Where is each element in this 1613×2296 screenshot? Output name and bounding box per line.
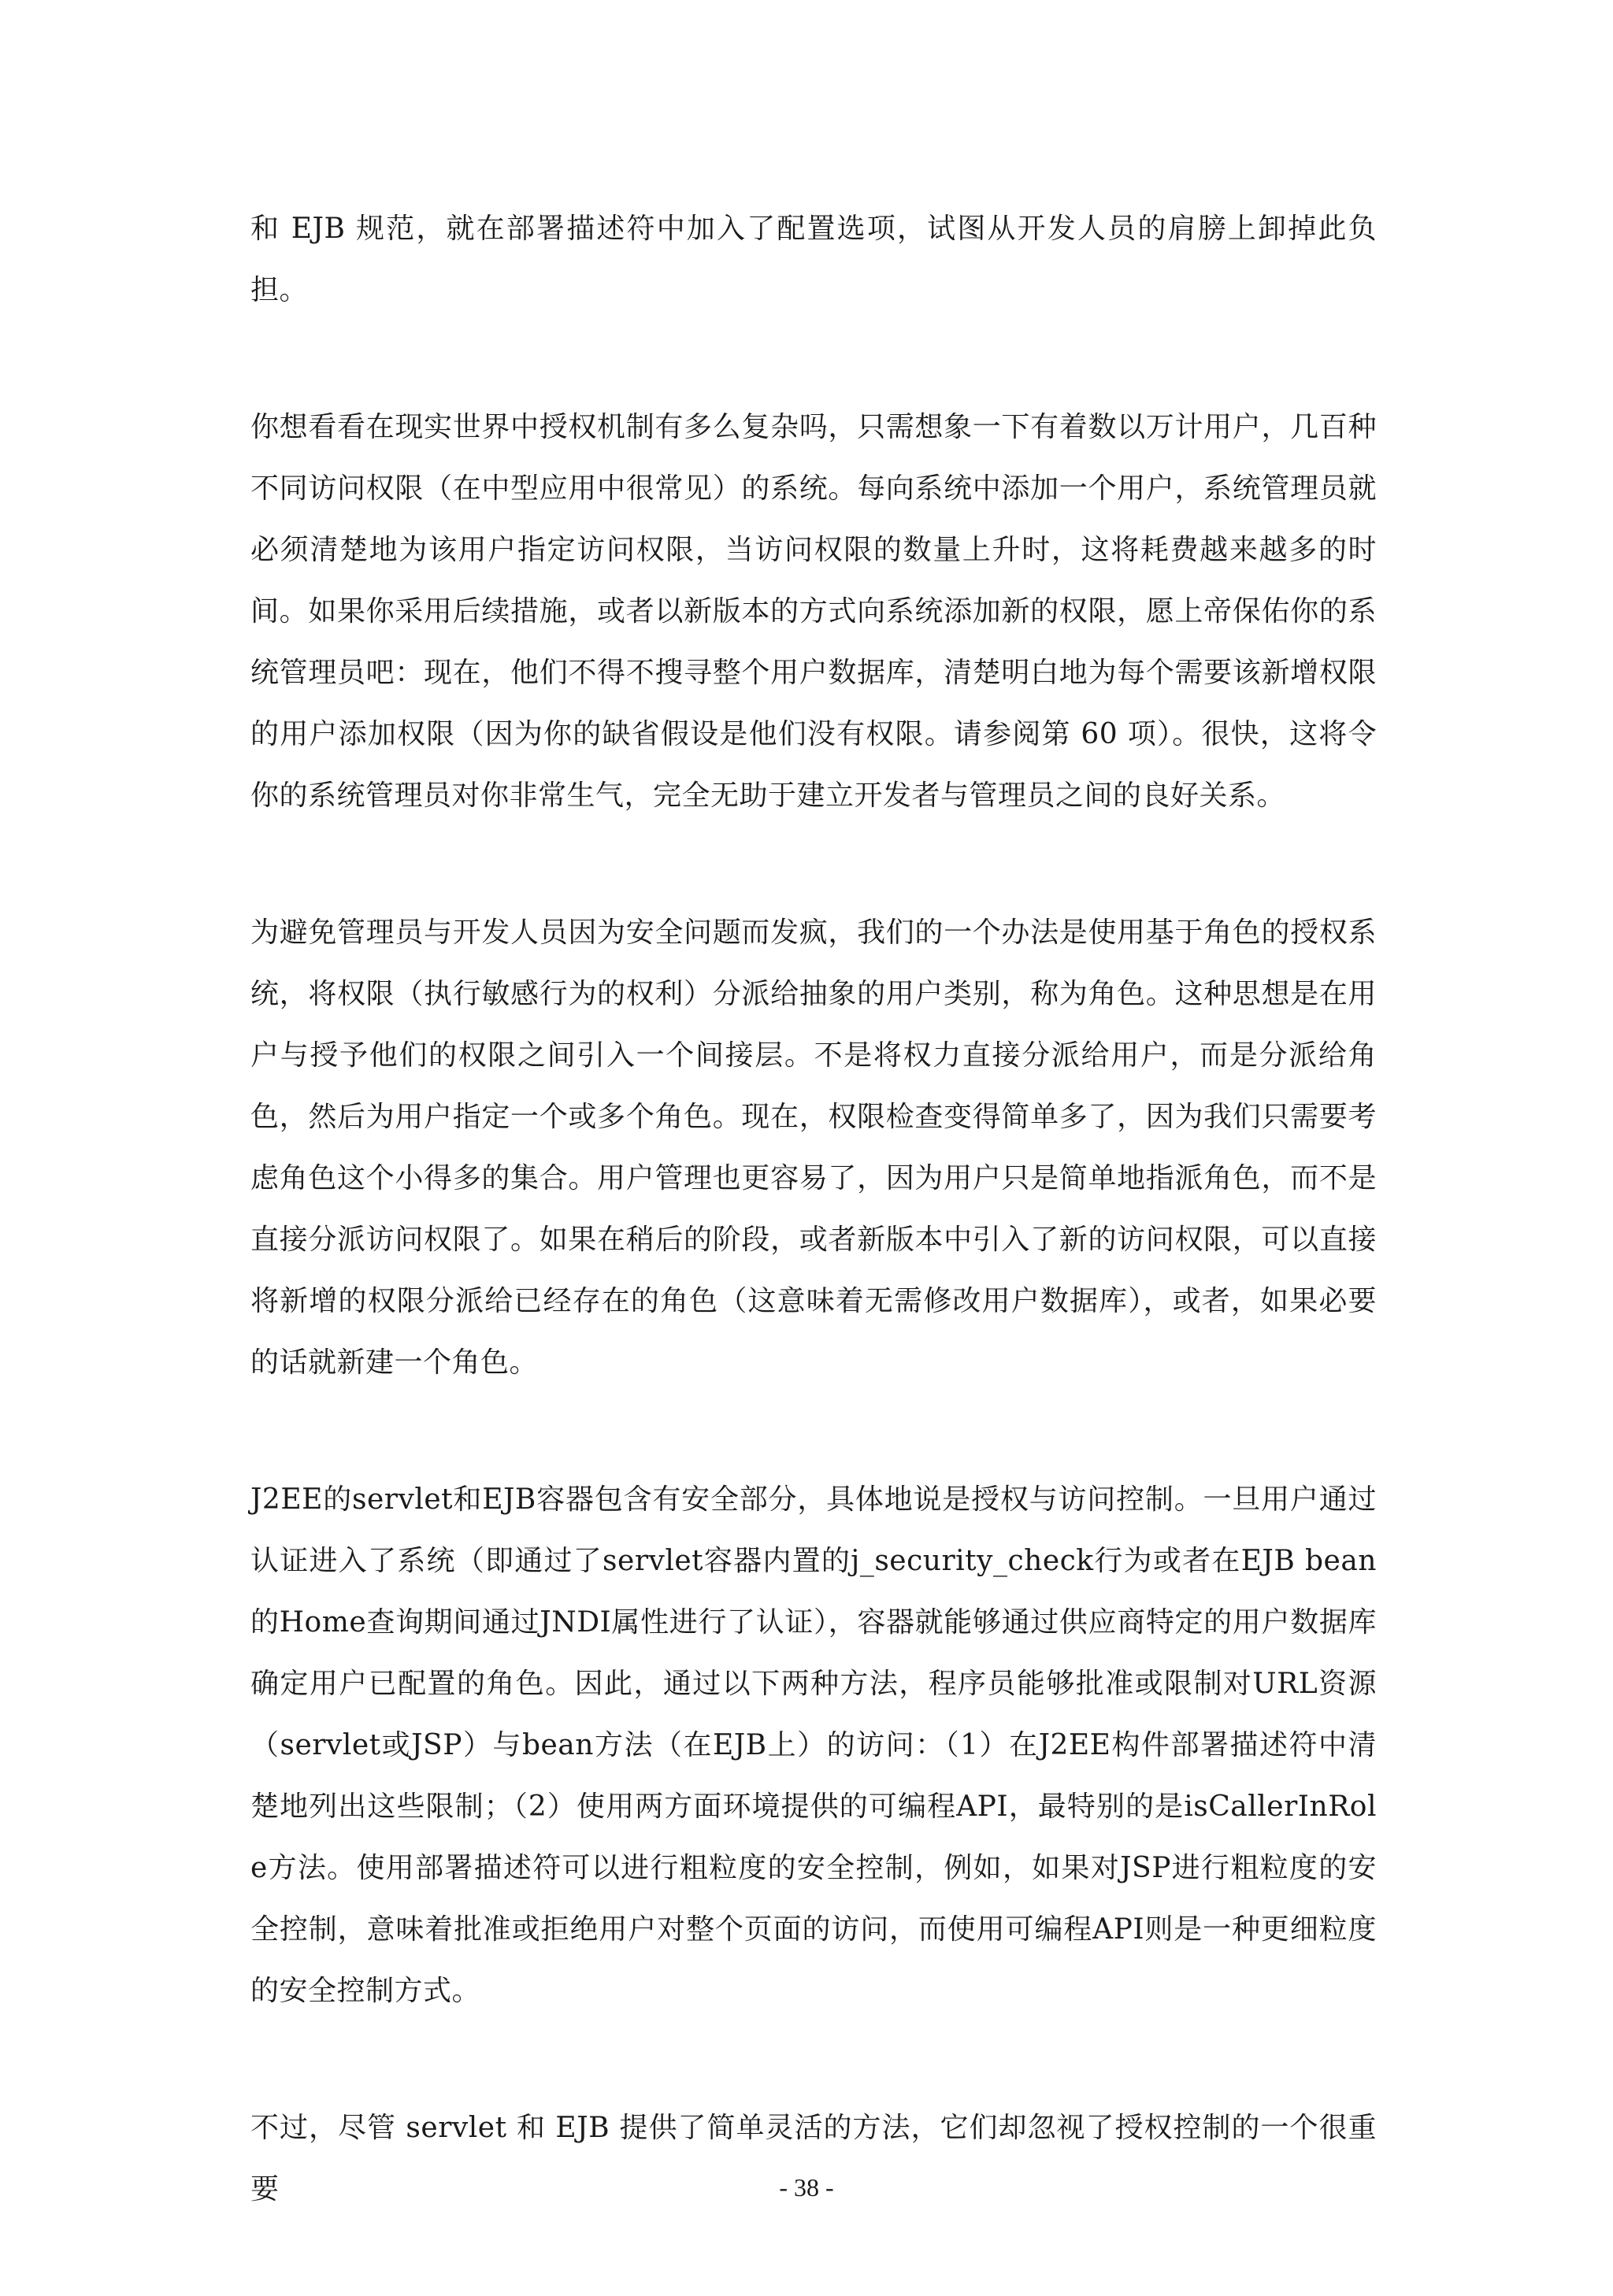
document-body	[250, 198, 1377, 2296]
paragraph-authorization-complexity: 你想看看在现实世界中授权机制有多么复杂吗，只需想象一下有着数以万计用户，几百种不同访问权限（在中型应用中很常见）的系统。每向系统中添加一个用户，系统管理员就必须清楚地为该用户指定访问权限，当访问权限的数量上升时，这将耗费越来越多的时间。如果你采用后续措施，或者以新版本的方式向系统添加新的权限，愿上帝保佑你的系统管理员吧：现在，他们不得不搜寻整个用户数据库，清楚明白地为每个需要该新增权限的用户添加权限（因为你的缺省假设是他们没有权限。请参阅第 60 项）。很快，这将令你的系统管理员对你非常生气，完全无助于建立开发者与管理员之间的良好关系。	[250, 411, 1377, 812]
page-number: - 38 -	[779, 2173, 834, 2202]
paragraph-j2ee-security: J2EE的servlet和EJB容器包含有安全部分，具体地说是授权与访问控制。一旦用户通过认证进入了系统（即通过了servlet容器内置的j_security_check行为或者在EJB bean的Home查询期间通过JNDI属性进行了认证），容器就能够通过供应商特定的用户数据库确定用户已配置的角色。因此，通过以下两种方法，程序员能够批准或限制对URL资源（servlet或JSP）与bean方法（在EJB上）的访问：（1）在J2EE构件部署描述符中清楚地列出这些限制；（2）使用两方面环境提供的可编程API，最特别的是isCallerInRole方法。使用部署描述符可以进行粗粒度的安全控制，例如，如果对JSP进行粗粒度的安全控制，意味着批准或拒绝用户对整个页面的访问，而使用可编程API则是一种更细粒度的安全控制方式。	[250, 1483, 1377, 2007]
paragraph-servlet-ejb-limitation: 不过，尽管 servlet 和 EJB 提供了简单灵活的方法，它们却忽视了授权控制的一个很重要	[250, 2112, 1377, 2205]
paragraph-ejb-config: 和 EJB 规范，就在部署描述符中加入了配置选项，试图从开发人员的肩膀上卸掉此负担。	[250, 213, 1377, 306]
paragraph-role-based-authorization: 为避免管理员与开发人员因为安全问题而发疯，我们的一个办法是使用基于角色的授权系统，将权限（执行敏感行为的权利）分派给抽象的用户类别，称为角色。这种思想是在用户与授予他们的权限之间引入一个间接层。不是将权力直接分派给用户，而是分派给角色，然后为用户指定一个或多个角色。现在，权限检查变得简单多了，因为我们只需要考虑角色这个小得多的集合。用户管理也更容易了，因为用户只是简单地指派角色，而不是直接分派访问权限了。如果在稍后的阶段，或者新版本中引入了新的访问权限，可以直接将新增的权限分派给已经存在的角色（这意味着无需修改用户数据库），或者，如果必要的话就新建一个角色。	[250, 917, 1377, 1379]
